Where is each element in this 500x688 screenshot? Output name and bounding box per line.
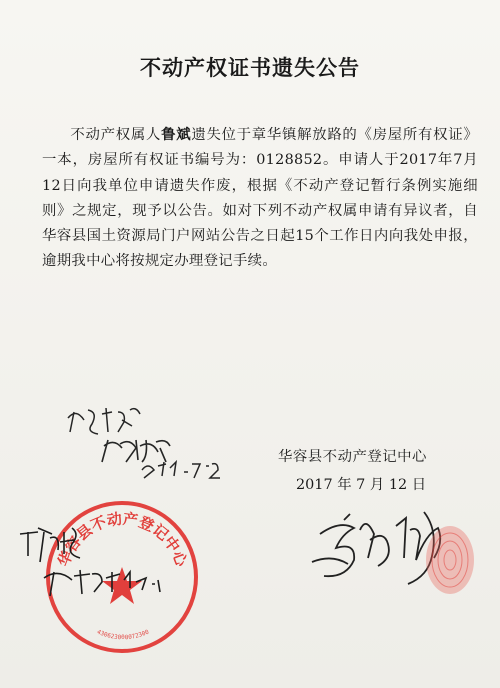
notice-title: 不动产权证书遗失公告 bbox=[140, 55, 360, 80]
notice-body bbox=[42, 122, 478, 275]
issuer-name: 华容县不动产登记中心 bbox=[278, 449, 427, 465]
issuer-block bbox=[278, 444, 478, 498]
owner-name: 鲁斌 bbox=[161, 126, 192, 143]
issue-date: 2017 年 7 月 12 日 bbox=[296, 477, 427, 493]
seal-number: 430623000072300 bbox=[95, 628, 151, 642]
handwriting-annotation-top bbox=[60, 400, 230, 480]
svg-text:430623000072300 bbox=[96, 628, 151, 641]
handwriting-annotation-bottom bbox=[14, 518, 214, 608]
thumbprint-mark bbox=[420, 520, 480, 600]
para-rest: 遗失位于章华镇解放路的《房屋所有权证》一本，房屋所有权证书编号为：0128852。申请人于2017年7月12日向我单位申请遗失作废，根据《不动产登记暂行条例实施细则》之规定，现予以公告。如对下列不动产权属申请有异议者，自华容县国土资源局门户网站公告之日起15个工作日内向我处申报，逾期我中心将按规定办理登记手续。 bbox=[42, 127, 479, 270]
seal-text: 华容县不动产登记中心 bbox=[54, 509, 191, 569]
para-start: 不动产权属人 bbox=[70, 127, 162, 143]
